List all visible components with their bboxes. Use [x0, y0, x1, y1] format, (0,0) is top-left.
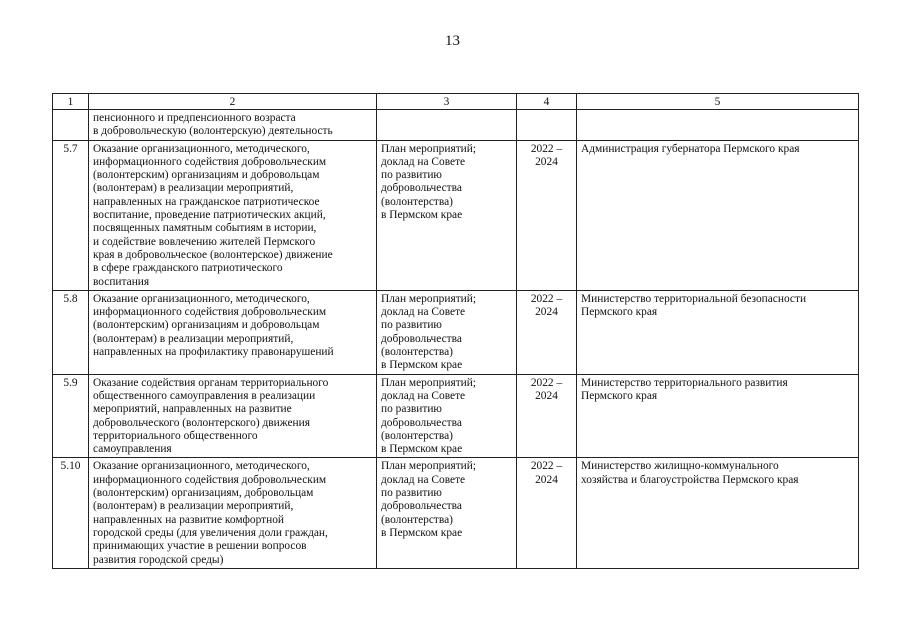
table-row-continuation: [53, 110, 859, 141]
form-cell: [377, 110, 517, 141]
form-cell: [377, 458, 517, 568]
responsible-cell: [577, 110, 859, 141]
form-cell: [377, 374, 517, 458]
form-text: План мероприятий; доклад на Совете по развитию добровольчества (волонтерства) в Пермском крае: [381, 292, 477, 372]
term-text: 2022 – 2024: [530, 142, 563, 168]
table-row-5-9: [53, 374, 859, 458]
row-number: [53, 110, 89, 141]
responsible-text: Министерство жилищно-коммунального хозяйства и благоустройства Пермского края: [581, 460, 799, 486]
activity-text: Оказание организационного, методического, информационного содействия добровольческим (волонтерским) организациям и добровольцам (волонтерам) в реализации мероприятий, направленных на гражданское патриотическое воспитание, проведение патриотических акций, посвященных памятным событиям в истории, и содействие вовлечению жителей Пермского края в добровольческое (волонтерское) движение в сфере гражданского патриотического воспитания: [93, 142, 333, 288]
term-cell: [517, 110, 577, 141]
form-text: План мероприятий; доклад на Совете по развитию добровольчества (волонтерства) в Пермском крае: [381, 460, 477, 539]
row-number: 5.9: [53, 374, 89, 458]
table-header-row: [53, 94, 859, 110]
activity-text: Оказание организационного, методического, информационного содействия добровольческим (волонтерским) организациям, добровольцам (волонтерам) в реализации мероприятий, направленных на развитие комфортной городской среды (для увеличения доли граждан, принимающих участие в решении вопросов развития городской среды): [93, 460, 328, 566]
term-cell: [517, 374, 577, 458]
term-cell: [517, 290, 577, 374]
page-number: 13: [445, 33, 460, 49]
responsible-cell: [577, 374, 859, 458]
table-row-5-7: [53, 140, 859, 290]
activity-cell: [89, 458, 377, 568]
row-number: 5.7: [53, 140, 89, 290]
activity-plan-table: [52, 93, 859, 569]
form-text: План мероприятий; доклад на Совете по развитию добровольчества (волонтерства) в Пермском крае: [381, 142, 477, 222]
responsible-cell: [577, 140, 859, 290]
column-header-2: 2: [89, 94, 377, 110]
table-row-5-8: [53, 290, 859, 374]
column-header-1: 1: [53, 94, 89, 110]
term-cell: [517, 140, 577, 290]
responsible-text: Министерство территориального развития Пермского края: [581, 376, 788, 402]
form-cell: [377, 290, 517, 374]
responsible-text: Администрация губернатора Пермского края: [581, 142, 800, 155]
column-header-4: 4: [517, 94, 577, 110]
row-number: 5.10: [53, 458, 89, 568]
activity-text: Оказание организационного, методического, информационного содействия добровольческим (волонтерским) организациям и добровольцам (волонтерам) в реализации мероприятий, направленных на профилактику правонарушений: [93, 292, 334, 359]
activity-cell: [89, 374, 377, 458]
term-cell: [517, 458, 577, 568]
responsible-cell: [577, 458, 859, 568]
responsible-cell: [577, 290, 859, 374]
activity-text: пенсионного и предпенсионного возраста в добровольческую (волонтерскую) деятельность: [93, 112, 333, 138]
term-text: 2022 – 2024: [530, 376, 563, 402]
form-text: План мероприятий; доклад на Совете по развитию добровольчества (волонтерства) в Пермском крае: [381, 376, 477, 456]
column-header-5: 5: [577, 94, 859, 110]
responsible-text: Министерство территориальной безопасности Пермского края: [581, 292, 807, 319]
term-text: 2022 – 2024: [530, 460, 563, 486]
row-number: 5.8: [53, 290, 89, 374]
activity-cell: [89, 140, 377, 290]
activity-cell: [89, 290, 377, 374]
form-cell: [377, 140, 517, 290]
term-text: 2022 – 2024: [530, 292, 563, 319]
activity-cell: [89, 110, 377, 141]
column-header-3: 3: [377, 94, 517, 110]
activity-text: Оказание содействия органам территориального общественного самоуправления в реализации мероприятий, направленных на развитие добровольческого (волонтерского) движения территориального общественного самоуправления: [93, 376, 329, 456]
table-row-5-10: [53, 458, 859, 568]
